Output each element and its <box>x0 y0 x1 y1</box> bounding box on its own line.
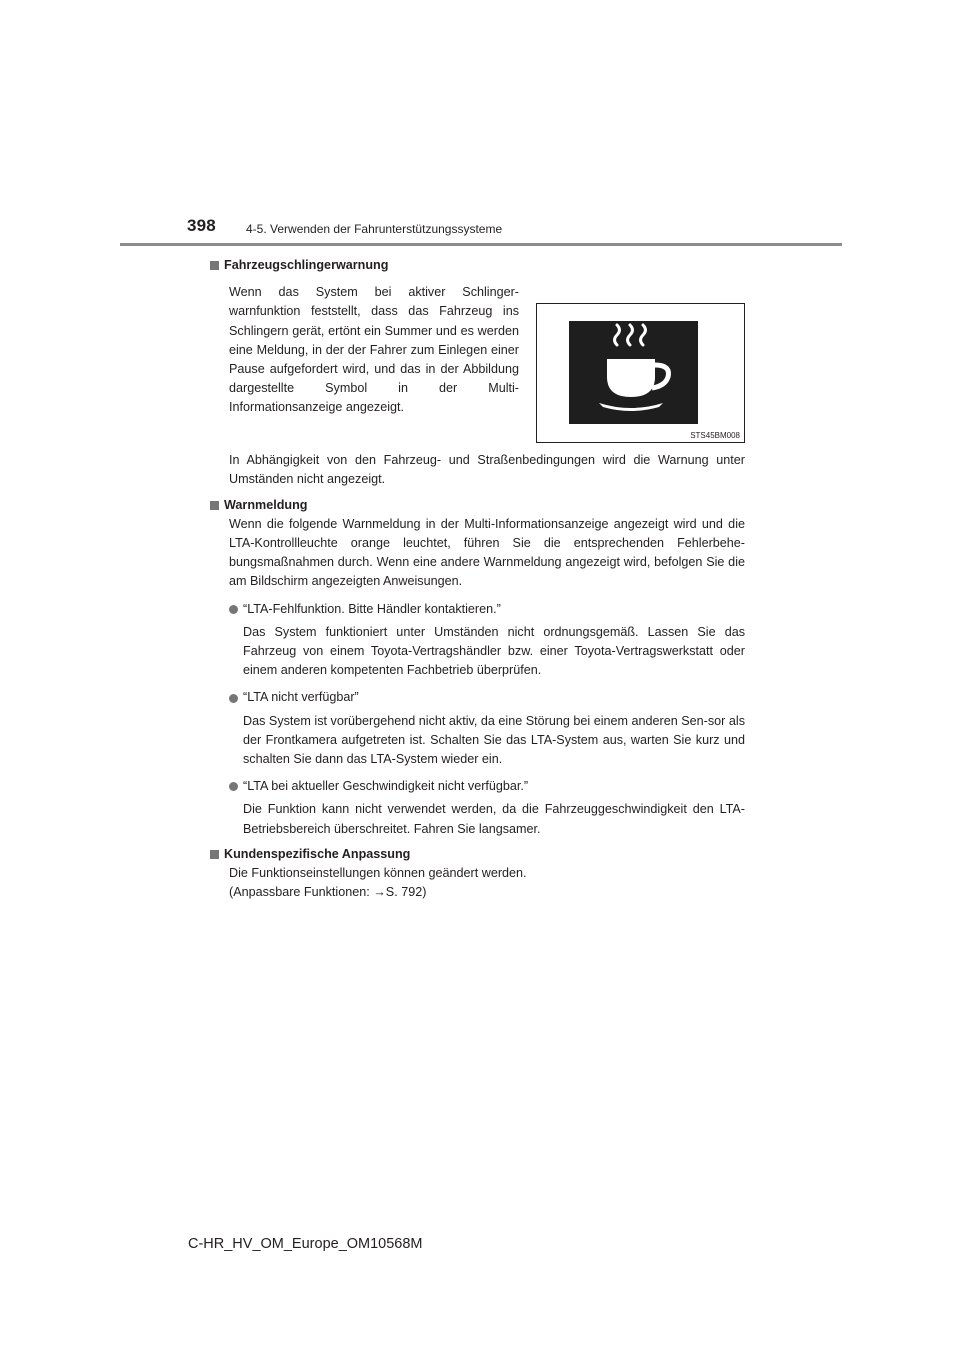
sway-note: In Abhängigkeit von den Fahrzeug- und Straßenbedingungen wird die Warnung unter Umständen nicht angezeigt. <box>229 453 745 487</box>
warning-item <box>229 600 745 619</box>
warning-item-desc: Das System funktioniert unter Umständen nicht ordnungsgemäß. Lassen Sie das Fahrzeug von einem Toyota-Vertragshändler bzw. einer Toyota-Vertragswerkstatt oder einem anderen kompetenten Fachbetrieb überprüfen. <box>243 624 745 678</box>
square-bullet-icon <box>210 501 219 510</box>
custom-line-2: (Anpassbare Funktionen: →S. 792) <box>229 885 427 900</box>
footer-code: C-HR_HV_OM_Europe_OM10568M <box>188 1236 423 1252</box>
sway-figure <box>536 303 745 443</box>
page-content <box>210 254 745 902</box>
chapter-title: 4-5. Verwenden der Fahrunterstützungssysteme <box>246 222 503 236</box>
sway-intro-block <box>210 283 745 443</box>
square-bullet-icon <box>210 850 219 859</box>
warning-item <box>229 777 745 796</box>
section-heading-sway-label: Fahrzeugschlingerwarnung <box>224 258 389 272</box>
coffee-cup-icon <box>569 321 698 424</box>
section-heading-warning-label: Warnmeldung <box>224 497 308 512</box>
custom-line-1: Die Funktionseinstellungen können geändert werden. <box>229 866 527 881</box>
sway-intro-text: Wenn das System bei aktiver Schlinger-warnfunktion feststellt, dass das Fahrzeug ins Schlingern gerät, ertönt ein Summer und es werden eine Meldung, in der der Fahrer zum Einlegen einer Pause aufgefordert wird, und das in der Abbildung dargestellte Symbol in der Multi-Informationsanzeige angezeigt. <box>229 285 519 415</box>
round-bullet-icon <box>229 605 238 614</box>
warning-item-title: “LTA-Fehlfunktion. Bitte Händler kontaktieren.” <box>243 601 501 616</box>
header-rule <box>120 243 842 246</box>
section-heading-custom-label: Kundenspezifische Anpassung <box>224 846 411 861</box>
warning-item-desc: Das System ist vorübergehend nicht aktiv, da eine Störung bei einem anderen Sen-sor als der Frontkamera aufgetreten ist. Schalten Sie das LTA-System aus, warten Sie kurz und schalten Sie dann das LTA-System wieder ein. <box>243 713 745 767</box>
round-bullet-icon <box>229 782 238 791</box>
section-heading-custom <box>210 845 745 864</box>
warning-item-desc: Die Funktion kann nicht verwendet werden, da die Fahrzeuggeschwindigkeit den LTA-Betriebsbereich überschreitet. Fahren Sie langsamer. <box>243 802 745 836</box>
square-bullet-icon <box>210 261 219 270</box>
figure-code: STS45BM008 <box>690 431 740 441</box>
section-heading-sway <box>210 256 745 275</box>
page-number: 398 <box>187 216 216 235</box>
warning-item-title: “LTA nicht verfügbar” <box>243 690 359 705</box>
warning-text: Wenn die folgende Warnmeldung in der Multi-Informationsanzeige angezeigt wird und die LTA-Kontrollleuchte orange leuchtet, führen Sie die entsprechenden Fehlerbehe-bungsmaßnahmen durch. Wenn eine andere Warnmeldung angezeigt wird, befolgen Sie die am Bildschirm angezeigten Anweisungen. <box>229 516 745 589</box>
warning-item-title: “LTA bei aktueller Geschwindigkeit nicht verfügbar.” <box>243 779 529 794</box>
round-bullet-icon <box>229 694 238 703</box>
warning-item <box>229 688 745 707</box>
section-heading-warning <box>210 496 745 515</box>
